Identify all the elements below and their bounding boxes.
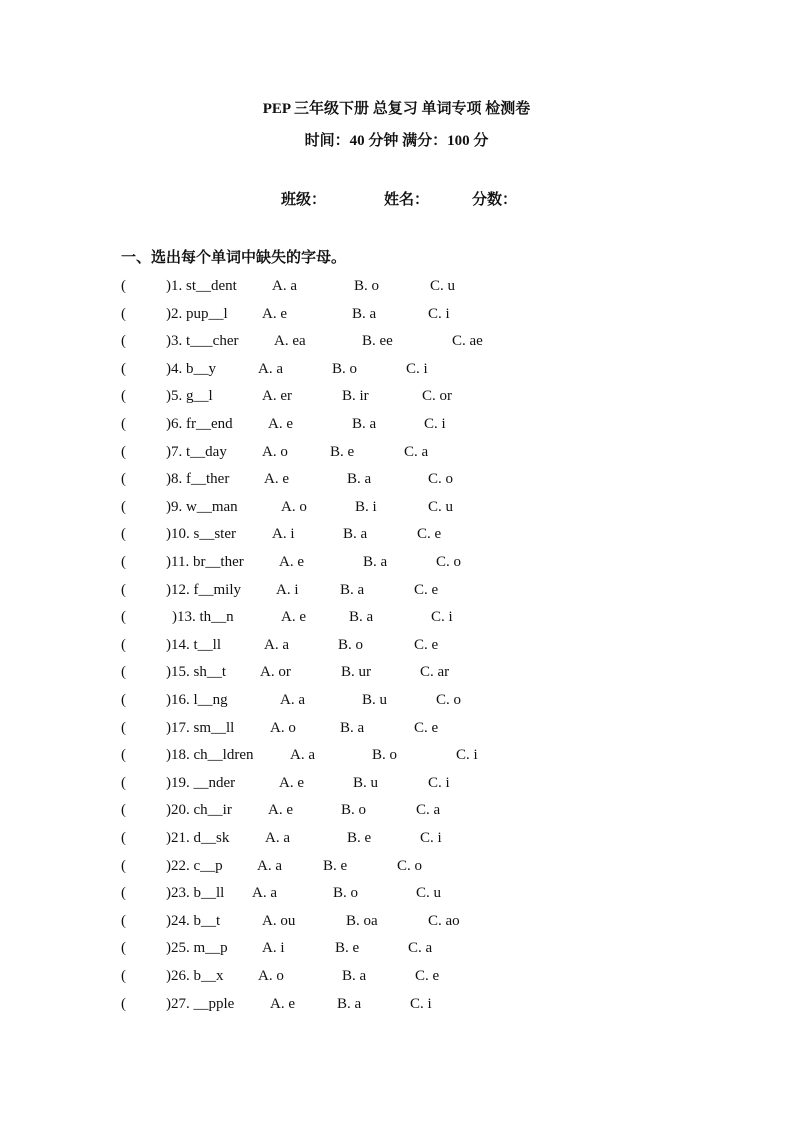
question-row	[0, 526, 793, 548]
option-a: A. e	[279, 554, 304, 570]
question-row	[0, 830, 793, 852]
question-row	[0, 609, 793, 631]
score-label: 分数：	[472, 192, 518, 208]
option-a: A. i	[272, 526, 295, 543]
option-b: B. a	[363, 554, 388, 570]
question-row	[0, 499, 793, 521]
question-row	[0, 968, 793, 990]
answer-paren: (	[121, 940, 126, 957]
option-b: B. ir	[342, 388, 369, 405]
option-c: C. i	[456, 747, 478, 764]
option-c: C. i	[431, 609, 453, 626]
question-word: )2. pup__l	[166, 305, 228, 322]
question-row	[0, 747, 793, 769]
option-a: A. a	[258, 360, 283, 377]
question-word: )4. b__y	[166, 360, 216, 377]
option-c: C. i	[420, 830, 442, 846]
answer-paren: (	[121, 609, 126, 626]
question-word: )13. th__n	[172, 609, 234, 626]
answer-paren: (	[121, 885, 126, 902]
question-word: )19. __nder	[166, 774, 236, 791]
question-row	[0, 333, 793, 355]
option-b: B. a	[337, 995, 362, 1012]
option-c: C. e	[417, 526, 442, 543]
option-b: B. o	[338, 636, 364, 653]
answer-paren: (	[121, 360, 126, 377]
option-b: B. a	[352, 416, 377, 432]
answer-paren: (	[121, 664, 126, 681]
option-a: A. o	[258, 968, 284, 984]
question-word: )12. f__mily	[166, 581, 241, 598]
option-b: B. a	[349, 609, 374, 626]
option-b: B. a	[343, 526, 368, 543]
option-c: C. o	[436, 692, 462, 708]
question-row	[0, 278, 793, 300]
option-b: B. e	[330, 443, 355, 460]
answer-paren: (	[121, 333, 126, 350]
option-c: C. u	[430, 278, 456, 294]
question-word: )8. f__ther	[166, 471, 230, 488]
question-word: )21. d__sk	[166, 830, 230, 846]
option-a: A. e	[268, 802, 293, 819]
answer-paren: (	[121, 912, 126, 929]
question-word: )23. b__ll	[166, 885, 225, 902]
option-c: C. i	[428, 774, 450, 791]
answer-paren: (	[121, 747, 126, 764]
option-b: B. o	[372, 747, 398, 764]
answer-paren: (	[121, 968, 126, 984]
answer-paren: (	[121, 581, 126, 598]
option-a: A. e	[264, 471, 289, 488]
option-a: A. e	[262, 305, 287, 322]
option-c: C. e	[414, 581, 439, 598]
question-row	[0, 582, 793, 604]
page-title: PEP 三年级下册 总复习 单词专项 检测卷	[262, 101, 531, 117]
option-c: C. o	[397, 857, 423, 874]
option-b: B. a	[342, 968, 367, 984]
option-a: A. or	[260, 664, 291, 681]
option-c: C. i	[410, 995, 432, 1012]
question-row	[0, 692, 793, 714]
option-a: A. e	[270, 995, 295, 1012]
option-c: C. o	[436, 554, 462, 570]
option-a: A. i	[276, 581, 299, 598]
question-word: )25. m__p	[166, 940, 228, 957]
answer-paren: (	[121, 857, 126, 874]
option-a: A. a	[265, 830, 290, 846]
question-word: )22. c__p	[166, 857, 223, 874]
option-b: B. e	[335, 940, 360, 957]
option-b: B. a	[347, 471, 372, 488]
option-a: A. o	[281, 498, 307, 515]
option-c: C. i	[428, 305, 450, 322]
answer-paren: (	[121, 774, 126, 791]
answer-paren: (	[121, 305, 126, 322]
question-word: )11. br__ther	[166, 554, 244, 570]
option-b: B. u	[362, 692, 388, 708]
question-row	[0, 306, 793, 328]
question-word: )16. l__ng	[166, 692, 228, 708]
question-word: )5. g__l	[166, 388, 213, 405]
answer-paren: (	[121, 443, 126, 460]
option-c: C. u	[428, 498, 454, 515]
question-row	[0, 775, 793, 797]
question-row	[0, 802, 793, 824]
question-word: )18. ch__ldren	[166, 747, 254, 764]
question-word: )24. b__t	[166, 912, 221, 929]
option-c: C. ar	[420, 664, 450, 681]
question-row	[0, 361, 793, 383]
option-c: C. e	[415, 968, 440, 984]
question-row	[0, 913, 793, 935]
option-a: A. e	[281, 609, 306, 626]
answer-paren: (	[121, 636, 126, 653]
option-b: B. oa	[346, 912, 378, 929]
name-label: 姓名：	[384, 192, 430, 208]
question-word: )10. s__ster	[166, 526, 236, 543]
question-word: )6. fr__end	[166, 416, 233, 432]
option-c: C. ae	[452, 333, 483, 350]
option-c: C. e	[414, 719, 439, 736]
question-word: )9. w__man	[166, 498, 238, 515]
option-b: B. u	[353, 774, 379, 791]
option-a: A. i	[262, 940, 285, 957]
answer-paren: (	[121, 526, 126, 543]
time-score-line: 时间：40 分钟 满分：100 分	[304, 133, 489, 149]
question-row	[0, 885, 793, 907]
option-c: C. a	[404, 443, 429, 460]
answer-paren: (	[121, 802, 126, 819]
option-a: A. a	[264, 636, 289, 653]
answer-paren: (	[121, 278, 126, 294]
question-word: )7. t__day	[166, 443, 227, 460]
section-title: 一、选出每个单词中缺失的字母。	[121, 250, 347, 266]
option-c: C. ao	[428, 912, 460, 929]
question-row	[0, 940, 793, 962]
answer-paren: (	[121, 719, 126, 736]
question-row	[0, 720, 793, 742]
question-row	[0, 637, 793, 659]
option-a: A. ea	[274, 333, 306, 350]
question-row	[0, 664, 793, 686]
option-a: A. a	[257, 857, 282, 874]
question-row	[0, 444, 793, 466]
class-label: 班级：	[281, 192, 327, 208]
option-b: B. ee	[362, 333, 393, 350]
option-a: A. e	[279, 774, 304, 791]
option-c: C. a	[416, 802, 441, 819]
option-a: A. a	[252, 885, 277, 902]
answer-paren: (	[121, 995, 126, 1012]
option-c: C. i	[424, 416, 446, 432]
question-row	[0, 996, 793, 1018]
answer-paren: (	[121, 498, 126, 515]
option-b: B. o	[354, 278, 380, 294]
answer-paren: (	[121, 830, 126, 846]
question-word: )15. sh__t	[166, 664, 226, 681]
question-row	[0, 388, 793, 410]
question-word: )14. t__ll	[166, 636, 221, 653]
option-a: A. a	[280, 692, 305, 708]
option-b: B. o	[341, 802, 367, 819]
option-a: A. ou	[262, 912, 296, 929]
question-row	[0, 554, 793, 576]
option-c: C. i	[406, 360, 428, 377]
option-a: A. e	[268, 416, 293, 432]
option-b: B. a	[340, 719, 365, 736]
option-b: B. a	[352, 305, 377, 322]
option-a: A. o	[262, 443, 288, 460]
option-b: B. e	[347, 830, 372, 846]
option-c: C. or	[422, 388, 452, 405]
question-word: )3. t___cher	[166, 333, 239, 350]
option-c: C. a	[408, 940, 433, 957]
option-b: B. o	[333, 885, 359, 902]
option-b: B. ur	[341, 664, 371, 681]
option-b: B. o	[332, 360, 358, 377]
option-a: A. er	[262, 388, 292, 405]
option-b: B. e	[323, 857, 348, 874]
answer-paren: (	[121, 471, 126, 488]
question-row	[0, 858, 793, 880]
question-row	[0, 416, 793, 438]
option-a: A. a	[272, 278, 297, 294]
answer-paren: (	[121, 692, 126, 708]
question-word: )17. sm__ll	[166, 719, 235, 736]
option-a: A. o	[270, 719, 296, 736]
option-c: C. e	[414, 636, 439, 653]
question-word: )26. b__x	[166, 968, 224, 984]
answer-paren: (	[121, 554, 126, 570]
answer-paren: (	[121, 388, 126, 405]
question-row	[0, 471, 793, 493]
option-b: B. a	[340, 581, 365, 598]
question-word: )27. __pple	[166, 995, 235, 1012]
question-word: )20. ch__ir	[166, 802, 232, 819]
option-c: C. o	[428, 471, 454, 488]
option-b: B. i	[355, 498, 377, 515]
question-word: )1. st__dent	[166, 278, 237, 294]
option-c: C. u	[416, 885, 442, 902]
answer-paren: (	[121, 416, 126, 432]
option-a: A. a	[290, 747, 315, 764]
